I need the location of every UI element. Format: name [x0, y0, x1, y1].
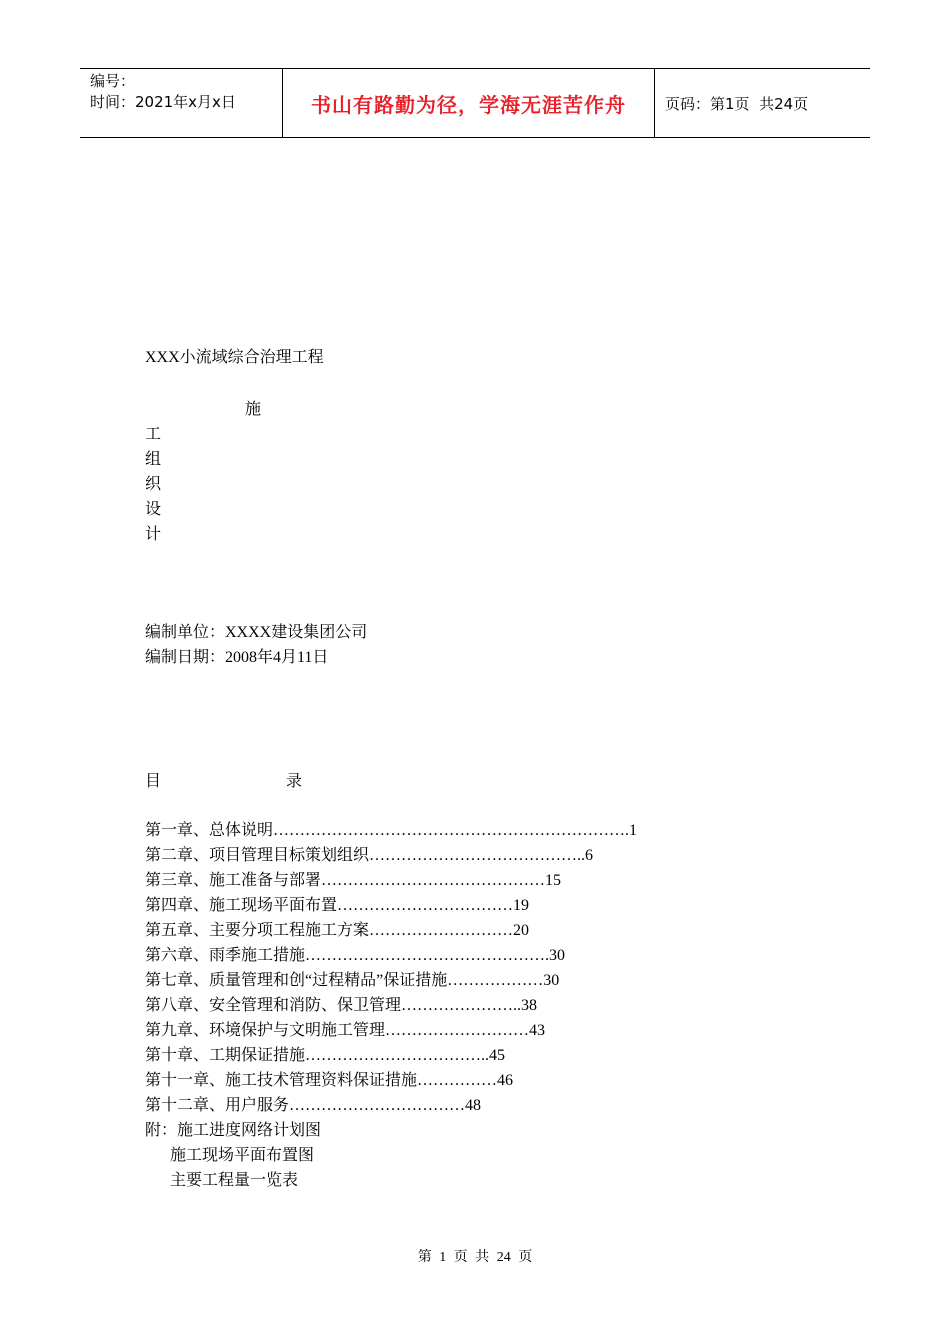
toc-entry[interactable]: 第十一章、施工技术管理资料保证措施……………46 — [145, 1072, 514, 1089]
toc-appendix-item: 主要工程量一览表 — [170, 1172, 299, 1189]
page-header — [80, 68, 870, 138]
vertical-title-char-1: 施 — [245, 401, 262, 418]
vertical-title-char-2: 工 — [145, 426, 162, 443]
toc-entry[interactable]: 第七章、质量管理和创“过程精品”保证措施………………30 — [145, 972, 560, 989]
compile-date: 编制日期：2008年4月11日 — [145, 649, 329, 666]
vertical-title-char-3: 组 — [145, 451, 162, 468]
header-motto: 书山有路勤为径，学海无涯苦作舟 — [282, 69, 655, 137]
toc-appendix-title: 附：施工进度网络计划图 — [145, 1122, 322, 1139]
vertical-title-char-6: 计 — [145, 526, 162, 543]
vertical-title-char-4: 织 — [145, 476, 162, 493]
time-label: 时间：2021年x月x日 — [90, 93, 236, 111]
toc-heading-right: 录 — [286, 773, 303, 790]
compile-unit: 编制单位：XXXX建设集团公司 — [145, 624, 368, 641]
header-meta — [80, 69, 282, 137]
header-page-info — [655, 69, 870, 137]
toc-appendix-item: 施工现场平面布置图 — [170, 1147, 315, 1164]
toc-entry[interactable]: 第十二章、用户服务……………………………48 — [145, 1097, 482, 1114]
toc-entry[interactable]: 第四章、施工现场平面布置……………………………19 — [145, 897, 530, 914]
number-label: 编号： — [90, 72, 136, 90]
toc-entry[interactable]: 第二章、项目管理目标策划组织…………………………………..6 — [145, 847, 594, 864]
toc-entry[interactable]: 第十章、工期保证措施……………………………..45 — [145, 1047, 506, 1064]
toc-entry[interactable]: 第五章、主要分项工程施工方案………………………20 — [145, 922, 530, 939]
toc-entry[interactable]: 第一章、总体说明………………………………………………………….1 — [145, 822, 638, 839]
toc-entry[interactable]: 第八章、安全管理和消防、保卫管理…………………..38 — [145, 997, 538, 1014]
toc-heading-left: 目 — [145, 773, 162, 790]
toc-entry[interactable]: 第九章、环境保护与文明施工管理………………………43 — [145, 1022, 546, 1039]
project-title: XXX小流域综合治理工程 — [145, 349, 324, 366]
vertical-title-char-5: 设 — [145, 501, 162, 518]
toc-entry[interactable]: 第三章、施工准备与部署……………………………………15 — [145, 872, 562, 889]
toc-entry[interactable]: 第六章、雨季施工措施……………………………………….30 — [145, 947, 566, 964]
page-label: 页码：第1页 共24页 — [665, 94, 809, 113]
page-footer: 第 1 页 共 24 页 — [417, 1250, 533, 1265]
